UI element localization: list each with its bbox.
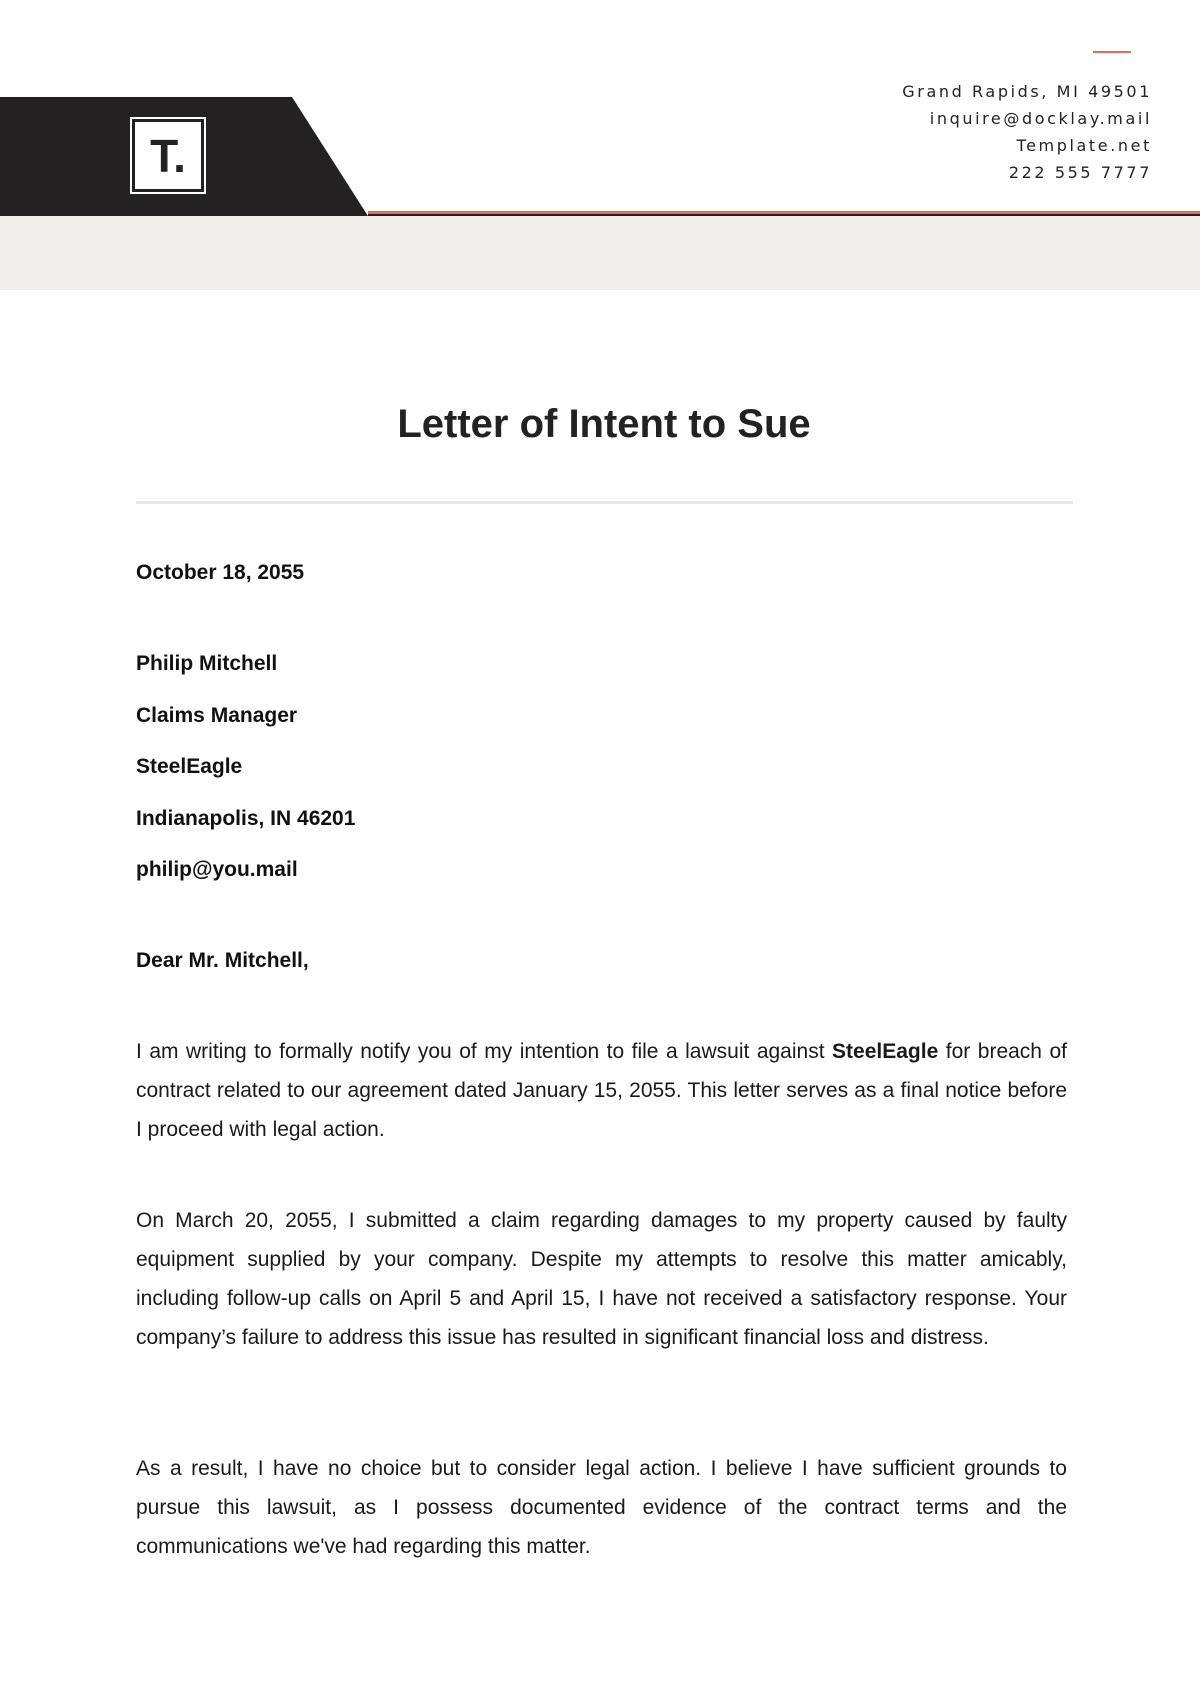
paragraph-1 bbox=[136, 1032, 1067, 1149]
paragraph-2: On March 20, 2055, I submitted a claim regarding damages to my property caused by faulty equipment supplied by your company. Despite my attempts to resolve this matter amicably, including follow-up calls on April 5 and April 15, I have not received a satisfactory response. Your company’s failure to address this issue has resulted in significant financial loss and distress. bbox=[136, 1209, 1067, 1349]
paragraph-1-text-end: for breach of contract related to our agreement dated January 15, 2055. This letter serves as a final notice before I proceed with legal action. bbox=[136, 1040, 1067, 1141]
paragraph-1-text: I am writing to formally notify you of my intention to file a lawsuit against bbox=[136, 1040, 833, 1063]
contact-email: inquire@docklay.mail bbox=[929, 109, 1152, 128]
contact-block bbox=[902, 78, 1152, 186]
recipient-email: philip@you.mail bbox=[136, 858, 298, 881]
logo bbox=[130, 117, 206, 194]
recipient-position: Claims Manager bbox=[136, 704, 298, 727]
contact-address: Grand Rapids, MI 49501 bbox=[902, 82, 1152, 101]
title-rule bbox=[136, 501, 1073, 504]
contact-phone: 222 555 7777 bbox=[1008, 163, 1152, 182]
company-name-bold: SteelEagle bbox=[832, 1040, 939, 1063]
recipient-name: Philip Mitchell bbox=[136, 652, 278, 675]
page-title: Letter of Intent to Sue bbox=[397, 402, 811, 446]
contact-website: Template.net bbox=[1016, 136, 1152, 155]
paragraph-3: As a result, I have no choice but to consider legal action. I believe I have sufficient grounds to pursue this lawsuit, as I possess documented evidence of the contract terms and the communications we've had regarding this matter. bbox=[136, 1457, 1067, 1558]
logo-mark: T. bbox=[135, 122, 201, 189]
accent-dash bbox=[1093, 51, 1131, 53]
recipient-address: Indianapolis, IN 46201 bbox=[136, 807, 356, 830]
header-gray-band bbox=[0, 216, 1200, 290]
salutation: Dear Mr. Mitchell, bbox=[136, 949, 309, 972]
recipient-company: SteelEagle bbox=[136, 755, 243, 778]
letter-date: October 18, 2055 bbox=[136, 561, 305, 584]
